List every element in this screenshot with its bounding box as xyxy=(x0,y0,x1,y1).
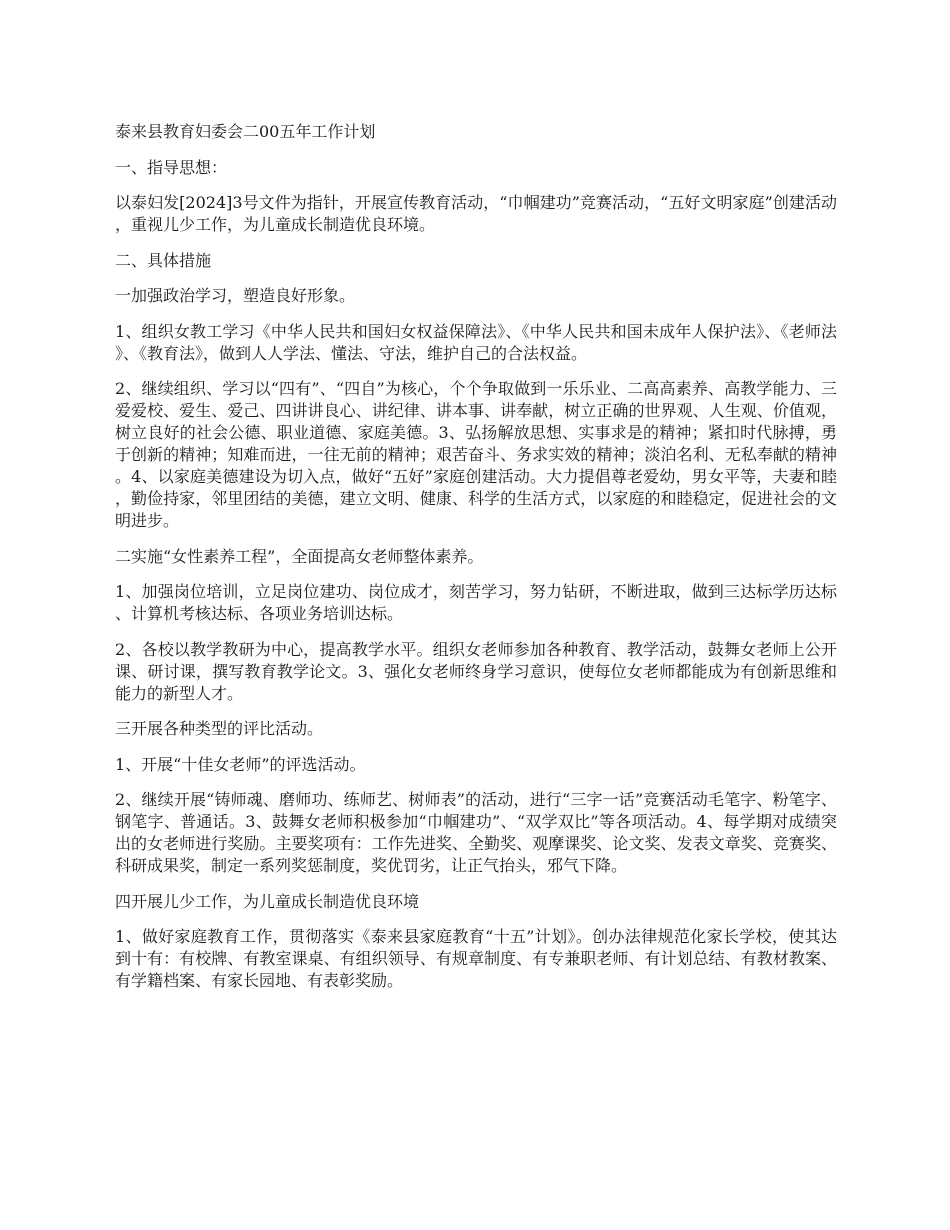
paragraph: 1、做好家庭教育工作，贯彻落实《泰来县家庭教育“十五”计划》。创办法律规范化家长学校，使其达到十有：有校牌、有教室课桌、有组织领导、有规章制度、有专兼职老师、有计划总结、有教材教案、有学籍档案、有家长园地、有表彰奖励。 xyxy=(115,927,837,990)
paragraph: 2、继续开展“铸师魂、磨师功、练师艺、树师表”的活动，进行“三字一话”竞赛活动毛笔字、粉笔字、钢笔字、普通话。3、鼓舞女老师积极参加“巾帼建功”、“双学双比”等各项活动。4、每学期对成绩突出的女老师进行奖励。主要奖项有：工作先进奖、全勤奖、观摩课奖、论文奖、发表文章奖、竞赛奖、科研成果奖，制定一系列奖惩制度，奖优罚劣，让正气抬头，邪气下降。 xyxy=(115,790,837,875)
paragraph: 1、加强岗位培训，立足岗位建功、岗位成才，刻苦学习，努力钻研，不断进取，做到三达标学历达标、计算机考核达标、各项业务培训达标。 xyxy=(115,582,837,623)
paragraph: 一、指导思想： xyxy=(115,157,228,177)
paragraph: 2、继续组织、学习以“四有”、“四自”为核心，个个争取做到一乐乐业、二高高素养、高教学能力、三爱爱校、爱生、爱己、四讲讲良心、讲纪律、讲本事、讲奉献，树立正确的世界观、人生观、价值观，树立良好的社会公德、职业道德、家庭美德。3、弘扬解放思想、实事求是的精神；紧扣时代脉搏，勇于创新的精神；知难而进，一往无前的精神；艰苦奋斗、务求实效的精神；淡泊名利、无私奉献的精神。4、以家庭美德建设为切入点，做好“五好”家庭创建活动。大力提倡尊老爱幼，男女平等，夫妻和睦，勤俭持家，邻里团结的美德，建立文明、健康、科学的生活方式，以家庭的和睦稳定，促进社会的文明进步。 xyxy=(115,379,837,530)
paragraph: 四开展儿少工作，为儿童成长制造优良环境 xyxy=(115,891,420,911)
paragraph: 以泰妇发[2024]3号文件为指针，开展宣传教育活动，“巾帼建功”竞赛活动，“五好文明家庭”创建活动，重视儿少工作，为儿童成长制造优良环境。 xyxy=(115,193,837,234)
document-title: 泰来县教育妇委会二00五年工作计划 xyxy=(115,122,376,141)
paragraph: 2、各校以教学教研为中心，提高教学水平。组织女老师参加各种教育、教学活动，鼓舞女老师上公开课、研讨课，撰写教育教学论文。3、强化女老师终身学习意识，使每位女老师都能成为有创新思维和能力的新型人才。 xyxy=(115,639,837,703)
paragraph: 一加强政治学习，塑造良好形象。 xyxy=(115,286,356,305)
paragraph: 二实施“女性素养工程”，全面提高女老师整体素养。 xyxy=(115,546,484,566)
paragraph: 1、组织女教工学习《中华人民共和国妇女权益保障法》、《中华人民共和国未成年人保护法》、《老师法》、《教育法》，做到人人学法、懂法、守法，维护自己的合法权益。 xyxy=(115,321,837,363)
paragraph: 二、具体措施 xyxy=(115,250,212,270)
paragraph: 三开展各种类型的评比活动。 xyxy=(115,719,324,738)
paragraph: 1、开展“十佳女老师”的评选活动。 xyxy=(115,754,366,774)
document-page xyxy=(115,121,837,1006)
